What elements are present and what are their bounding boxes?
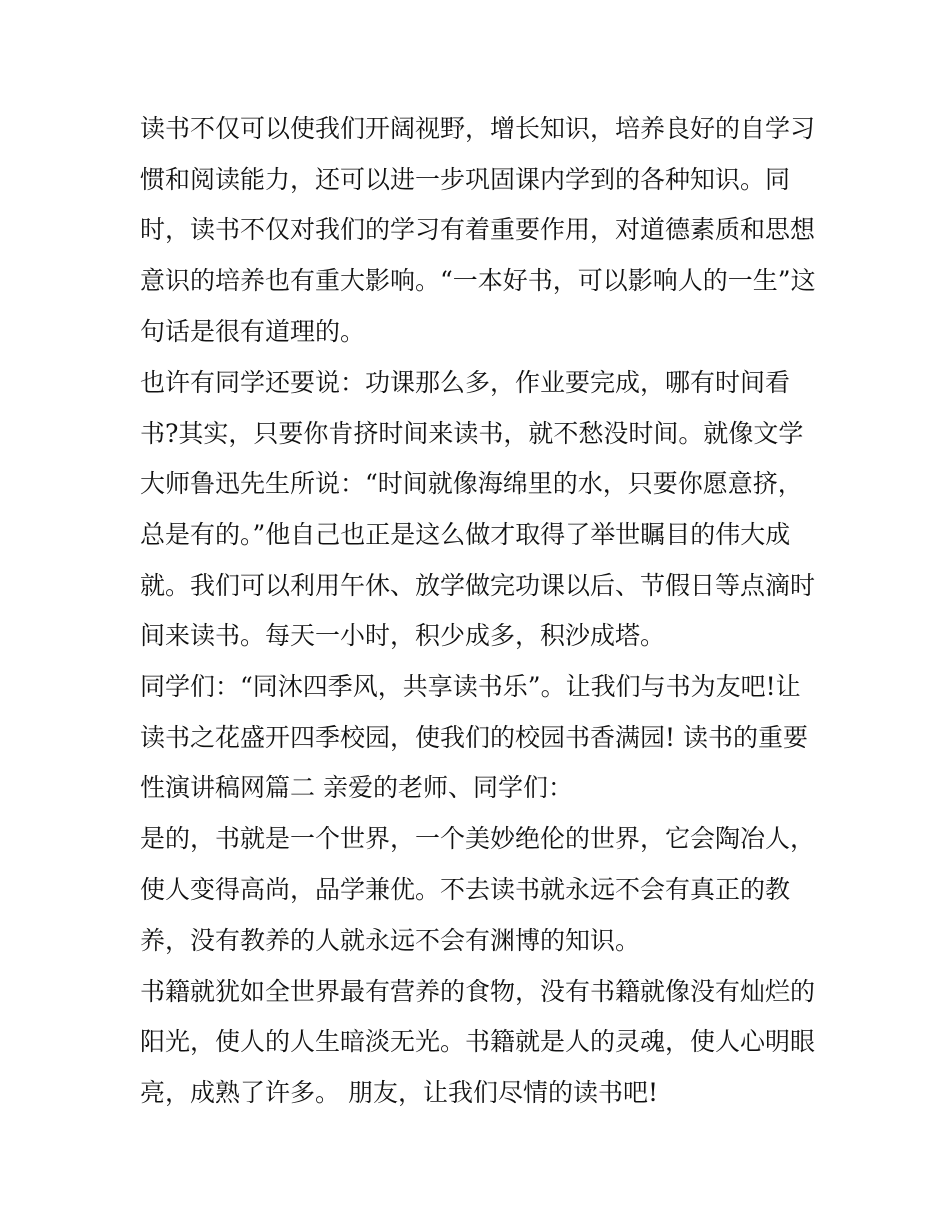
paragraph-2-line-2: 书?其实，只要你肯挤时间来读书，就不愁没时间。就像文学 bbox=[140, 419, 804, 448]
paragraph-3-line-3: 性演讲稿网篇二 亲爱的老师、同学们： bbox=[140, 773, 573, 802]
paragraph-5-line-3: 亮，成熟了许多。 朋友，让我们尽情的读书吧! bbox=[140, 1078, 658, 1107]
paragraph-5-line-1: 书籍就犹如全世界最有营养的食物，没有书籍就像没有灿烂的 bbox=[140, 977, 816, 1006]
paragraph-1-line-5: 句话是很有道理的。 bbox=[140, 317, 366, 346]
paragraph-5-line-2: 阳光，使人的人生暗淡无光。书籍就是人的灵魂，使人心明眼 bbox=[140, 1027, 816, 1056]
paragraph-1-line-4: 意识的培养也有重大影响。“一本好书，可以影响人的一生”这 bbox=[140, 266, 816, 295]
paragraph-2-line-1: 也许有同学还要说：功课那么多，作业要完成，哪有时间看 bbox=[140, 368, 791, 397]
paragraph-1-line-3: 时，读书不仅对我们的学习有着重要作用，对道德素质和思想 bbox=[140, 215, 816, 244]
paragraph-4-line-1: 是的，书就是一个世界，一个美妙绝伦的世界，它会陶冶人， bbox=[140, 824, 816, 853]
paragraph-2-line-4: 总是有的。”他自己也正是这么做才取得了举世瞩目的伟大成 bbox=[140, 520, 791, 549]
paragraph-1-line-2: 惯和阅读能力，还可以进一步巩固课内学到的各种知识。同 bbox=[140, 165, 791, 194]
paragraph-1-line-1: 读书不仅可以使我们开阔视野，增长知识，培养良好的自学习 bbox=[140, 114, 816, 143]
paragraph-3-line-1: 同学们：“同沐四季风，共享读书乐”。让我们与书为友吧!让 bbox=[140, 672, 801, 701]
paragraph-2-line-3: 大师鲁迅先生所说：“时间就像海绵里的水，只要你愿意挤， bbox=[140, 469, 803, 498]
paragraph-2-line-6: 间来读书。每天一小时，积少成多，积沙成塔。 bbox=[140, 621, 666, 650]
paragraph-4-line-2: 使人变得高尚，品学兼优。不去读书就永远不会有真正的教 bbox=[140, 875, 791, 904]
paragraph-2-line-5: 就。我们可以利用午休、放学做完功课以后、节假日等点滴时 bbox=[140, 571, 816, 600]
paragraph-4-line-3: 养，没有教养的人就永远不会有渊博的知识。 bbox=[140, 926, 641, 955]
paragraph-3-line-2: 读书之花盛开四季校园，使我们的校园书香满园! 读书的重要 bbox=[140, 723, 808, 752]
